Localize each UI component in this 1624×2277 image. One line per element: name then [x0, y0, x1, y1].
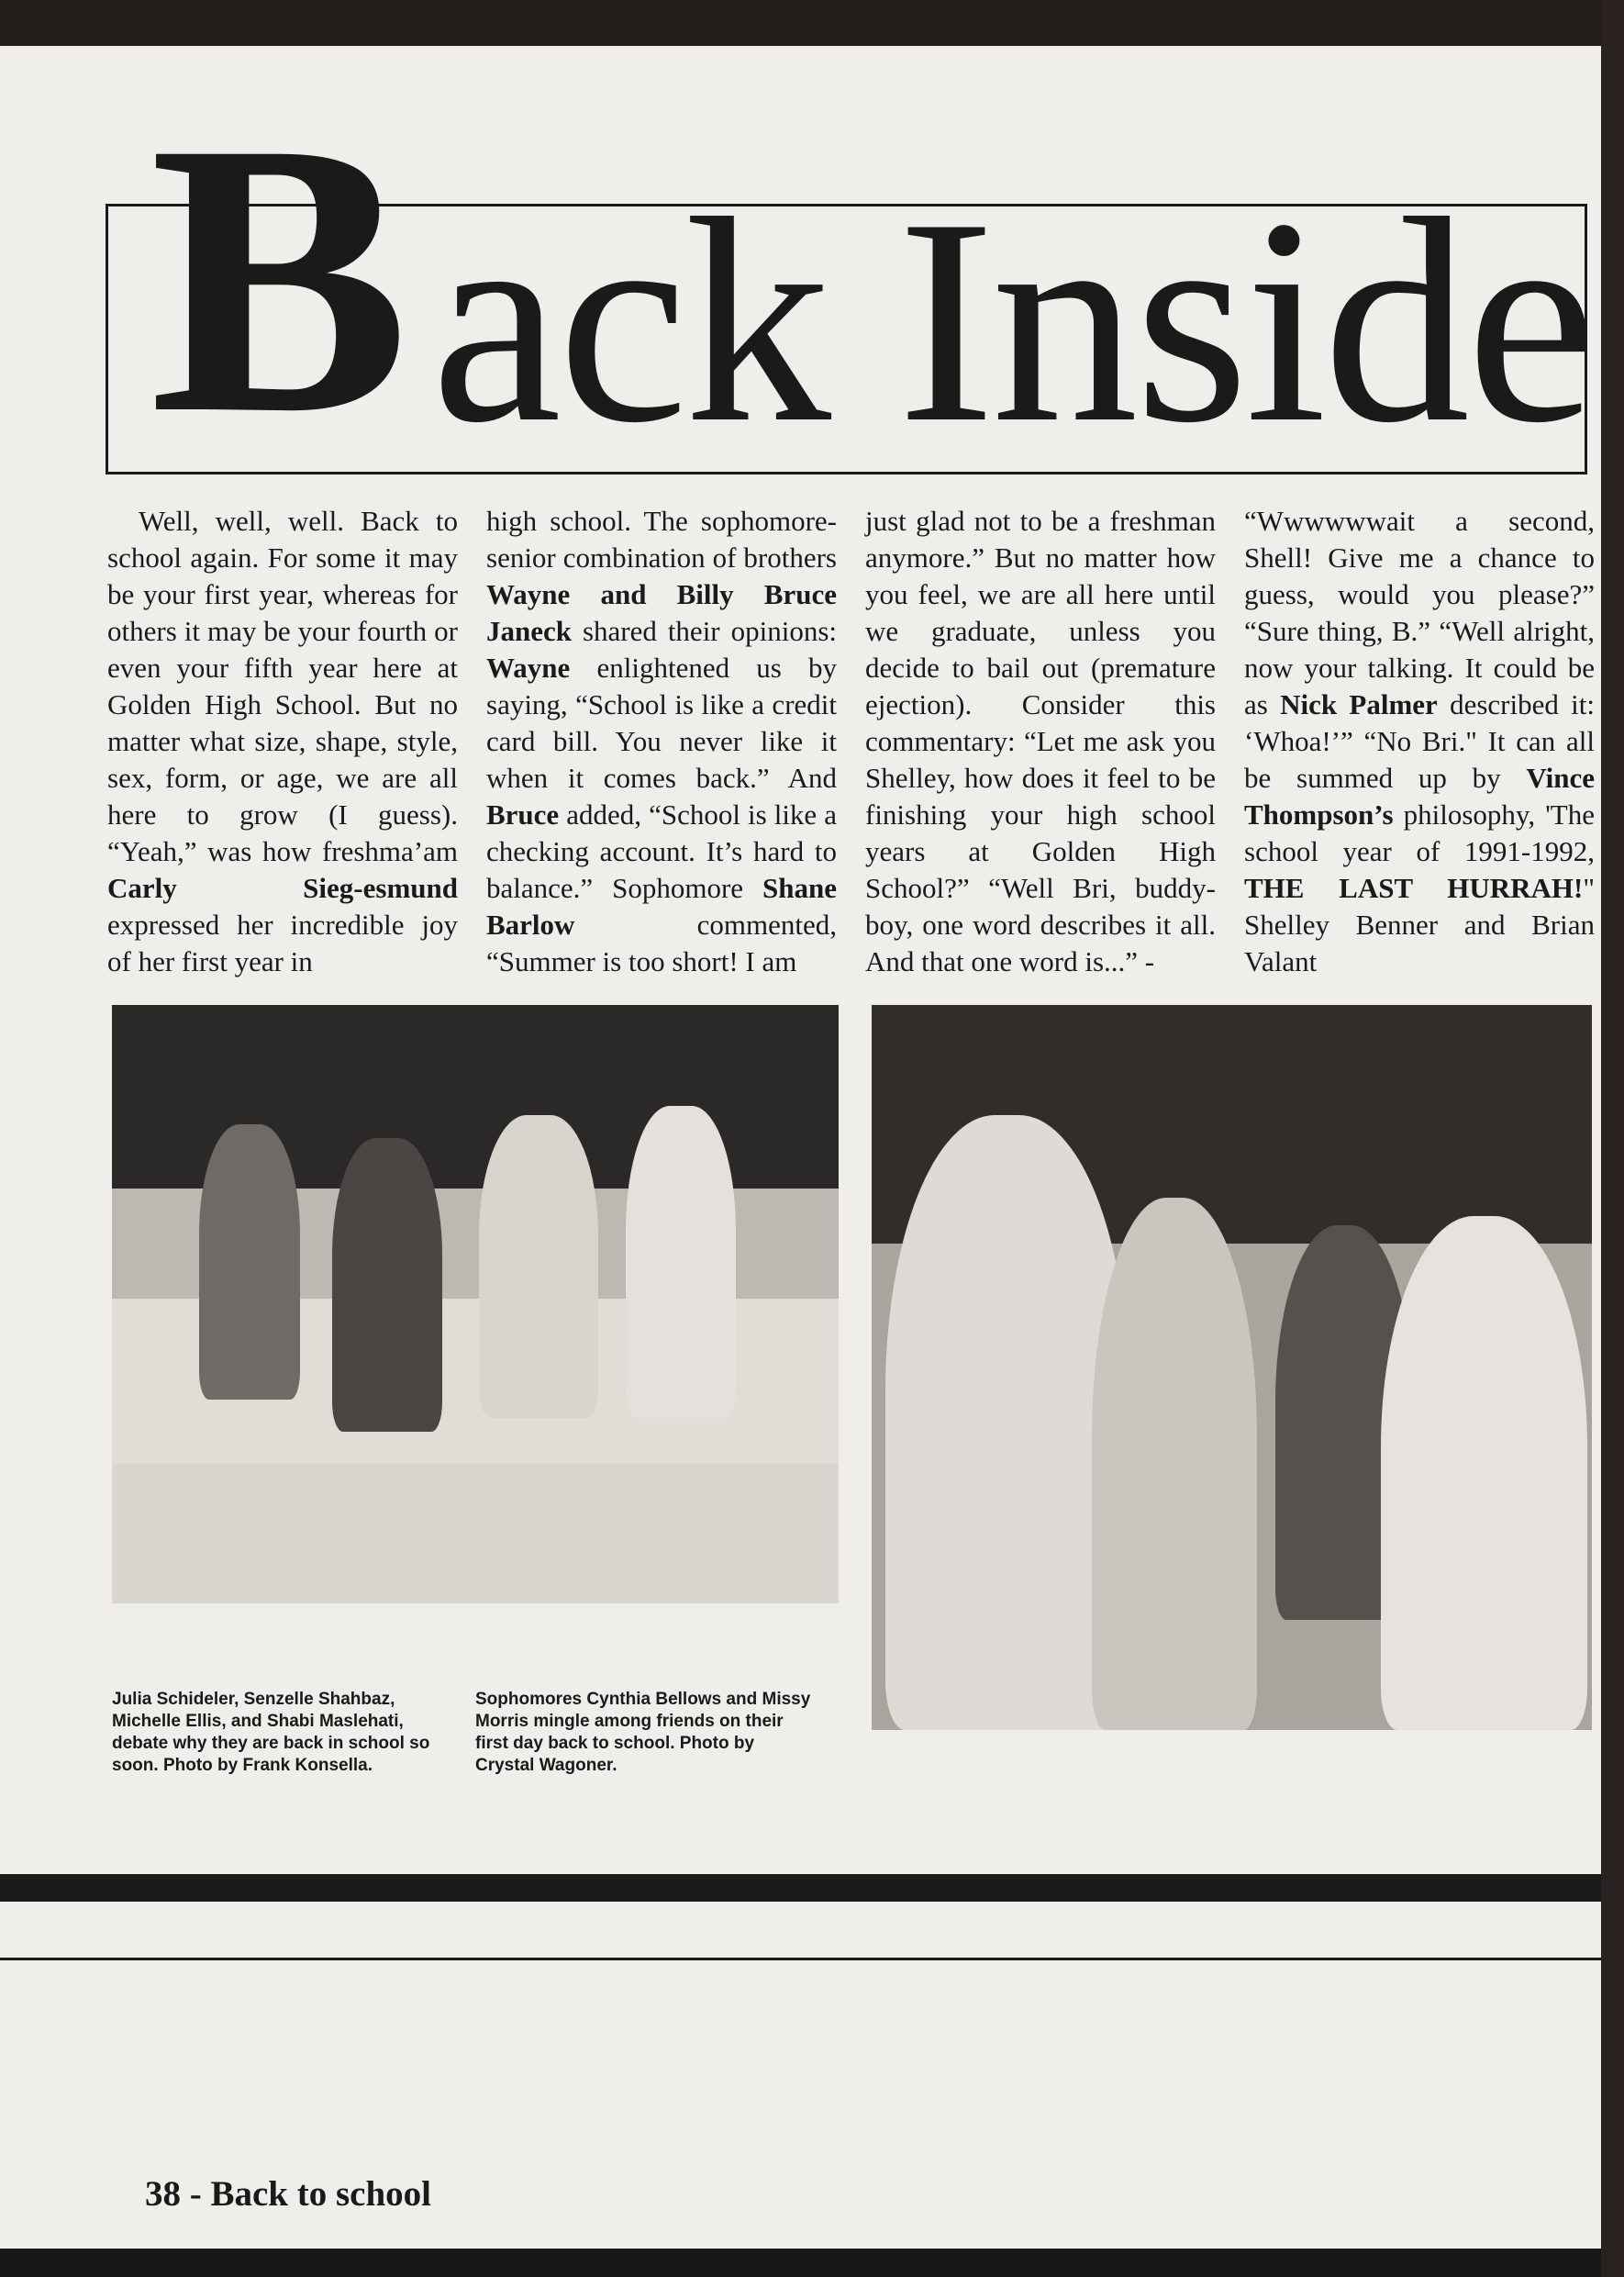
- student-name: Nick Palmer: [1280, 688, 1438, 720]
- highlight-phrase: THE LAST HURRAH!: [1244, 872, 1584, 904]
- divider-thin: [0, 1958, 1601, 1960]
- photo-caption-2: Sophomores Cynthia Bellows and Missy Morris mingle among friends on their first day back to school. Photo by Crystal Wagoner.: [475, 1690, 811, 1775]
- photo-caption-1: Julia Schideler, Senzelle Shahbaz, Michelle Ellis, and Shabi Maslehati, debate why they are back in school so soon. Photo by Frank Konsella.: [112, 1690, 430, 1775]
- article-column-2: high school. The sophomore-senior combination of brothers Wayne and Billy Bruce Janeck shared their opinions: Wayne enlightened us by saying, “School is like a credit card bill. You never like it when it comes back.” And Bruce added, “School is like a checking account. It’s hard to balance.” Sophomore Shane Barlow commented, “Summer is too short! I am: [486, 505, 837, 977]
- photo-sophomores-mingling: [872, 1005, 1592, 1730]
- yearbook-page: [0, 46, 1601, 2249]
- student-name: Carly Sieg-esmund: [107, 872, 458, 904]
- student-name: Shane Barlow: [486, 872, 837, 941]
- page-title: ack Inside: [431, 159, 1594, 484]
- scan-right-edge: [1601, 0, 1624, 2277]
- page-folio: 38 - Back to school: [145, 2174, 431, 2214]
- student-name: Vince Thompson’s: [1244, 762, 1595, 831]
- article-column-1: Well, well, well. Back to school again. For some it may be your first year, whereas for others it may be your fourth or even your fifth year here at Golden High School. But no matter what size, shape, style, sex, form, or age, we are all here to grow (I guess). “Yeah,” was how freshma’am Carly Sieg-esmund expressed her incredible joy of her first year in: [107, 505, 458, 977]
- title-drop-letter: B: [150, 61, 410, 494]
- divider-thick: [0, 1874, 1601, 1902]
- student-name: Bruce: [486, 798, 560, 831]
- scan-top-edge: [0, 0, 1624, 46]
- student-name: Wayne and Billy Bruce Janeck: [486, 578, 837, 647]
- article-column-4: “Wwwwwwait a second, Shell! Give me a chance to guess, would you please?” “Sure thing, B.” “Well alright, now your talking. It could be as Nick Palmer described it: ‘Whoa!’” “No Bri." It can all be summed up by Vince Thompson’s philosophy, 'The school year of 1991-1992, THE LAST HURRAH!" Shelley Benner and Brian Valant: [1244, 505, 1596, 977]
- article-column-3: just glad not to be a freshman anymore.” But no matter how you feel, we are all here until we graduate, unless you decide to bail out (premature ejection). Consider this commentary: “Let me ask you Shelley, how does it feel to be finishing your high school years at Golden High School?” “Well Bri, buddy-boy, one word describes it all. And that one word is...” -: [865, 505, 1216, 977]
- student-name: Wayne: [486, 652, 571, 684]
- photo-students-on-steps: [112, 1005, 839, 1603]
